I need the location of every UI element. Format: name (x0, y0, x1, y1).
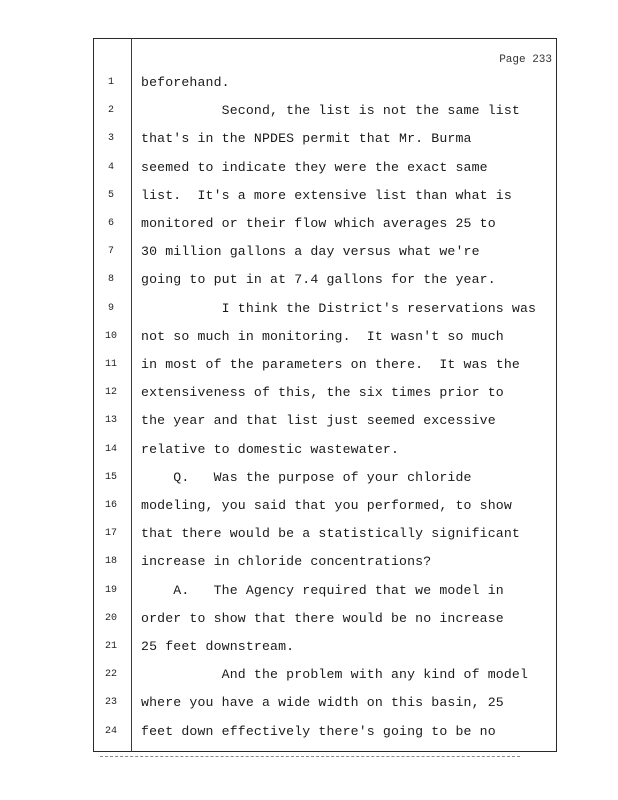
line-text: in most of the parameters on there. It was the (141, 357, 520, 372)
transcript-line (0, 160, 618, 188)
line-number: 13 (104, 415, 117, 427)
line-text: A. The Agency required that we model in (141, 582, 504, 598)
line-number: 12 (104, 387, 117, 399)
line-number: 19 (104, 584, 117, 596)
transcript-line (0, 667, 618, 695)
line-number: 18 (104, 556, 117, 568)
transcript-line (0, 442, 618, 470)
line-text: Q. Was the purpose of your chloride (141, 469, 472, 485)
line-text: extensiveness of this, the six times prior to (141, 385, 504, 401)
line-text: seemed to indicate they were the exact same (141, 159, 488, 175)
transcript-line (0, 75, 618, 103)
line-text: that there would be a statistically significant (141, 526, 520, 542)
transcript-line (0, 131, 618, 159)
line-number: 22 (104, 669, 117, 681)
line-text: And the problem with any kind of model (141, 667, 529, 683)
line-text: modeling, you said that you performed, to show (141, 498, 512, 513)
transcript-line (0, 329, 618, 357)
line-number: 10 (104, 330, 117, 342)
line-number: 15 (104, 471, 117, 483)
transcript-line (0, 470, 618, 498)
line-number: 1 (107, 77, 114, 88)
line-text: Second, the list is not the same list (141, 103, 520, 119)
transcript-line (0, 498, 618, 526)
transcript-line (0, 611, 618, 639)
transcript-line (0, 188, 618, 216)
transcript-line (0, 385, 618, 413)
line-text: going to put in at 7.4 gallons for the year. (141, 272, 496, 288)
transcript-line (0, 554, 618, 582)
line-number: 3 (107, 133, 114, 145)
line-number: 6 (107, 218, 114, 229)
transcript-line (0, 244, 618, 272)
transcript-line (0, 526, 618, 554)
line-text: the year and that list just seemed excessive (141, 413, 496, 429)
line-number: 2 (107, 105, 114, 117)
line-number: 20 (104, 612, 117, 624)
line-text: where you have a wide width on this basin, 25 (141, 695, 504, 711)
transcript-line (0, 103, 618, 131)
line-number: 7 (107, 246, 114, 258)
transcript-line (0, 695, 618, 723)
line-text: monitored or their flow which averages 25 to (141, 216, 496, 231)
line-number: 16 (104, 500, 117, 511)
line-text: feet down effectively there's going to be no (141, 723, 496, 739)
line-text: beforehand. (141, 75, 230, 90)
line-text: list. It's a more extensive list than what is (141, 187, 512, 203)
line-text: I think the District's reservations was (141, 300, 537, 316)
line-number: 23 (104, 697, 117, 709)
page-number: Page 233 (499, 54, 552, 66)
transcript-line (0, 301, 618, 329)
line-text: not so much in monitoring. It wasn't so much (141, 328, 504, 344)
bottom-rule (100, 756, 520, 757)
transcript-line (0, 216, 618, 244)
transcript-line (0, 357, 618, 385)
line-number: 9 (107, 302, 114, 314)
transcript-line (0, 413, 618, 441)
line-number: 24 (104, 725, 117, 737)
line-text: increase in chloride concentrations? (141, 554, 432, 570)
line-number: 4 (107, 161, 114, 173)
transcript-line (0, 639, 618, 667)
line-number: 11 (104, 359, 117, 370)
transcript-line (0, 583, 618, 611)
line-text: relative to domestic wastewater. (141, 441, 400, 457)
line-text: 25 feet downstream. (141, 639, 295, 654)
transcript-line (0, 272, 618, 300)
line-number: 14 (104, 443, 117, 455)
line-number: 17 (104, 528, 117, 540)
line-text: 30 million gallons a day versus what we're (141, 244, 480, 260)
line-text: that's in the NPDES permit that Mr. Burma (141, 131, 472, 147)
transcript-line (0, 724, 618, 752)
line-number: 5 (107, 189, 114, 201)
line-number: 8 (107, 274, 114, 286)
line-number: 21 (104, 641, 117, 652)
line-text: order to show that there would be no increase (141, 610, 504, 626)
